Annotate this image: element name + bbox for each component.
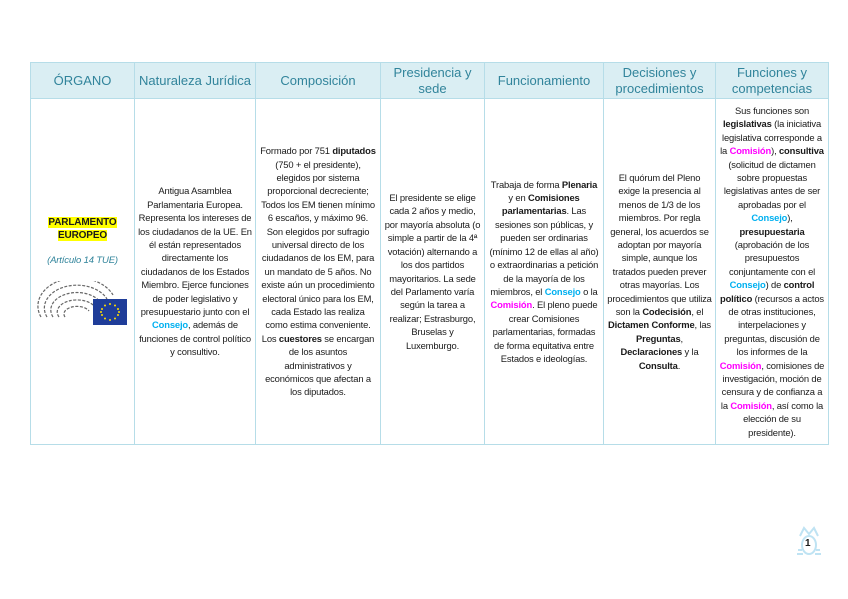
cell-text: . Las sesiones son públicas, y pueden ser ordinarias (mínimo 12 de ellas al año) o extraordinarias a petición de la mayoría de los miembros, el — [489, 205, 599, 297]
comparison-table — [30, 62, 829, 445]
cell-text: (recursos a actos de otras instituciones, interpelaciones y preguntas, discusión de los informes de la — [724, 292, 824, 358]
cell-text: El quórum del Pleno exige la presencia al menos de 1/3 de los miembros. Por regla general, los acuerdos se adoptan por mayoría simple, aunque los tratados pueden prever otras mayorías. Los procedimientos que utiliza son la — [607, 171, 712, 318]
organ-name-line1: PARLAMENTO — [48, 216, 117, 228]
naturaleza-cell — [135, 99, 256, 445]
bold-text: Preguntas — [636, 332, 681, 344]
bold-text: Dictamen Conforme — [608, 319, 695, 331]
comision-reference: Comisión — [719, 359, 762, 371]
cell-text: o la — [580, 285, 598, 297]
cell-text: se encargan de los asuntos administrativos y económicos que afectan a los diputados. — [265, 332, 375, 398]
bold-text: control político — [720, 279, 815, 304]
bold-text: diputados — [332, 145, 376, 157]
consejo-reference: Consejo — [152, 319, 188, 331]
bold-text: consultiva — [778, 145, 824, 157]
composicion-cell — [256, 99, 381, 445]
cell-text: . — [677, 359, 681, 371]
organ-name — [34, 216, 131, 242]
cell-text: Formado por 751 — [260, 145, 333, 157]
consejo-reference: Consejo — [729, 279, 766, 291]
cell-text: Trabaja de forma — [490, 178, 562, 190]
bold-text: legislativas — [722, 118, 772, 130]
cell-text: , además de funciones de control político y consultivo. — [139, 319, 251, 358]
header-composicion: Composición — [256, 63, 381, 99]
cell-text: ) de — [765, 279, 784, 291]
table-row — [31, 99, 829, 445]
bold-text: Declaraciones — [620, 346, 683, 358]
bold-text: presupuestaria — [739, 225, 805, 237]
header-organo: ÓRGANO — [31, 63, 135, 99]
comision-reference: Comisión — [730, 399, 772, 411]
hemicycle-eu-flag-icon — [37, 281, 129, 327]
cell-text: Sus funciones son — [734, 104, 810, 116]
bold-text: Plenaria — [561, 178, 598, 190]
organ-name-line2: EUROPEO — [58, 229, 107, 241]
cell-text: , comisiones de investigación, moción de censura y de confianza a la — [720, 359, 825, 411]
presidencia-cell — [381, 99, 485, 445]
consejo-reference: Consejo — [544, 285, 581, 297]
cell-text: , el — [691, 306, 704, 318]
comision-reference: Comisión — [729, 145, 772, 157]
organ-cell — [31, 99, 135, 445]
header-decisiones: Decisiones y procedimientos — [604, 63, 716, 99]
cell-text: (solicitud de dictamen sobre propuestas legislativas antes de ser aprobadas por el — [723, 158, 821, 210]
header-funciones: Funciones y competencias — [716, 63, 829, 99]
cell-text: . El pleno puede crear Comisiones parlamentarias, formadas de forma equitativa entre Estados e ideologías. — [492, 299, 598, 364]
header-naturaleza: Naturaleza Jurídica — [135, 63, 256, 99]
bold-text: Codecisión — [642, 306, 692, 318]
consejo-reference: Consejo — [751, 212, 788, 224]
cell-text: , — [680, 332, 683, 344]
header-row — [31, 63, 829, 99]
cell-text: ), — [787, 212, 793, 224]
header-funcionamiento: Funcionamiento — [485, 63, 604, 99]
page-number: 1 — [805, 538, 811, 549]
cell-text: y en — [508, 192, 528, 204]
funciones-cell — [716, 99, 829, 445]
cell-text: El presidente se elige cada 2 años y medio, por mayoría absoluta (o simple a partir de la 4ª votación) alternando a los dos partidos mayoritarios. La sede del Parlamento varía según la tarea a realizar; Estrasburgo, Bruselas y Luxemburgo. — [384, 192, 481, 351]
header-presidencia: Presidencia y sede — [381, 63, 485, 99]
cell-text: , así como la elección de su presidente). — [743, 399, 824, 438]
parliament-logo — [34, 281, 131, 327]
organ-article: (Artículo 14 TUE) — [47, 254, 118, 266]
cell-text: , las — [694, 319, 711, 331]
decisiones-cell — [604, 99, 716, 445]
bold-text: Consulta — [638, 359, 678, 371]
cell-text: (750 + el presidente), elegidos por sistema proporcional decreciente; Todos los EM tienen mínimo 6 escaños, y máximo 96. Son elegidos por sufragio universal directo de los ciudadanos de los EM, para un mandato de 5 años. No existe aún un procedimiento electoral único para los EM, cada Estado las realiza como estima conveniente. Los — [261, 158, 375, 344]
cell-text: y la — [682, 346, 699, 358]
page-number-badge — [794, 524, 824, 558]
cell-text: (aprobación de los presupuestos conjuntamente con el — [728, 238, 816, 277]
cell-text: (la iniciativa legislativa corresponde a la — [720, 118, 822, 157]
cell-text: ), — [771, 145, 779, 157]
cell-text: Antigua Asamblea Parlamentaria Europea. Representa los intereses de los ciudadanos de la UE. En él están representados directamente los ciudadanos de los Estados Miembro. Ejerce funciones de poder legislativo y presupuestario junto con el — [138, 185, 252, 318]
bold-text: cuestores — [278, 332, 322, 344]
comision-reference: Comisión — [490, 299, 533, 311]
bold-text: Comisiones parlamentarias — [501, 192, 580, 217]
funcionamiento-cell — [485, 99, 604, 445]
